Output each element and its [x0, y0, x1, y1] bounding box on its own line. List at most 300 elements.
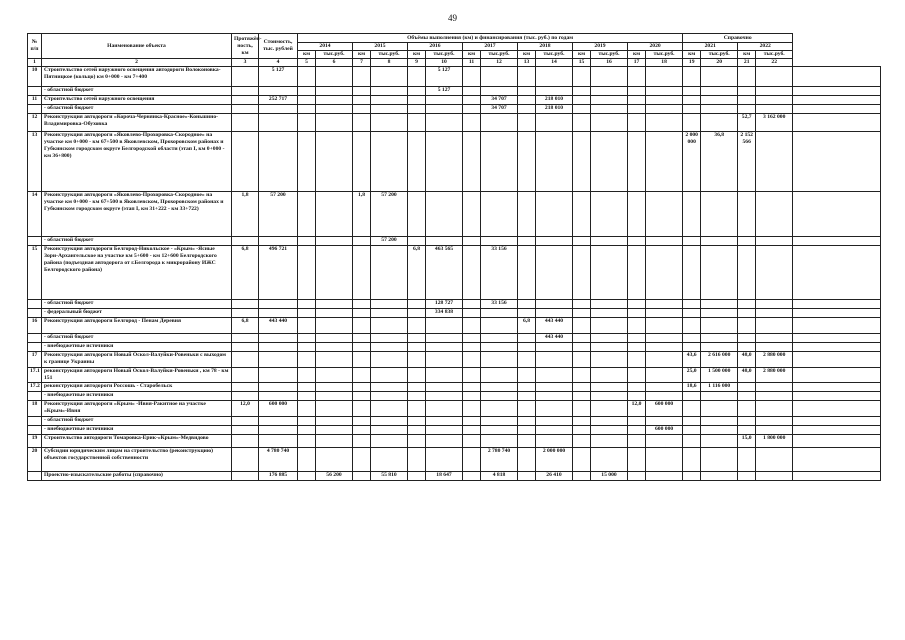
- header-index: 3: [232, 59, 259, 67]
- year-value: [408, 334, 426, 343]
- year-value: [426, 401, 463, 417]
- object-cost: [259, 132, 298, 192]
- object-cost: [259, 334, 298, 343]
- year-value: [481, 334, 518, 343]
- year-value: [793, 343, 881, 352]
- header-index: 11: [463, 59, 481, 67]
- row-number: 10: [28, 67, 42, 87]
- year-value: [298, 392, 316, 401]
- year-value: [756, 448, 793, 472]
- row-number: [28, 300, 42, 309]
- year-value: [738, 67, 756, 87]
- object-length: [232, 237, 259, 246]
- year-value: [683, 246, 701, 300]
- table-row: [28, 448, 881, 472]
- header-unit-km: км: [573, 51, 591, 59]
- year-value: 1 500 000: [701, 368, 738, 383]
- year-value: [353, 435, 371, 448]
- year-value: [793, 132, 881, 192]
- year-value: [591, 192, 628, 237]
- object-length: [232, 352, 259, 368]
- year-value: [408, 417, 426, 426]
- year-value: [646, 334, 683, 343]
- header-unit-km: км: [298, 51, 316, 59]
- year-value: [463, 383, 481, 392]
- year-value: [591, 309, 628, 318]
- year-value: 48,0: [738, 352, 756, 368]
- year-value: 2 000 000: [536, 448, 573, 472]
- year-value: [793, 192, 881, 237]
- object-cost: [259, 300, 298, 309]
- year-value: 15 000: [591, 472, 628, 481]
- year-value: [591, 67, 628, 87]
- year-value: [353, 300, 371, 309]
- year-value: [298, 343, 316, 352]
- year-value: 18 647: [426, 472, 463, 481]
- row-number: [28, 417, 42, 426]
- object-cost: 5 127: [259, 67, 298, 87]
- header-year: 2018: [518, 43, 573, 51]
- year-value: [573, 114, 591, 132]
- year-value: [573, 472, 591, 481]
- year-value: [756, 67, 793, 87]
- year-value: [298, 114, 316, 132]
- year-value: [591, 318, 628, 334]
- year-value: [518, 87, 536, 96]
- year-value: 6,8: [408, 246, 426, 300]
- year-value: [298, 448, 316, 472]
- header-index: 5: [298, 59, 316, 67]
- year-value: [591, 114, 628, 132]
- row-number: [28, 392, 42, 401]
- year-value: [683, 87, 701, 96]
- object-length: [232, 114, 259, 132]
- year-value: [536, 309, 573, 318]
- year-value: [463, 105, 481, 114]
- year-value: [408, 392, 426, 401]
- year-value: [756, 192, 793, 237]
- year-value: [481, 383, 518, 392]
- row-number: [28, 472, 42, 481]
- header-index: 17: [628, 59, 646, 67]
- year-value: [536, 435, 573, 448]
- year-value: [573, 352, 591, 368]
- year-value: [591, 105, 628, 114]
- year-value: 6,8: [518, 318, 536, 334]
- year-value: [426, 96, 463, 105]
- year-value: [573, 426, 591, 435]
- year-value: [573, 435, 591, 448]
- year-value: 57 200: [371, 192, 408, 237]
- header-year: 2021: [683, 43, 738, 51]
- year-value: [536, 132, 573, 192]
- year-value: [793, 383, 881, 392]
- year-value: [518, 368, 536, 383]
- year-value: [683, 435, 701, 448]
- object-length: [232, 383, 259, 392]
- year-value: [646, 383, 683, 392]
- year-value: [371, 352, 408, 368]
- table-row: [28, 105, 881, 114]
- year-value: [353, 246, 371, 300]
- year-value: [646, 417, 683, 426]
- header-index: 4: [259, 59, 298, 67]
- year-value: 33 156: [481, 246, 518, 300]
- year-value: [353, 309, 371, 318]
- year-value: [756, 132, 793, 192]
- year-value: [591, 401, 628, 417]
- year-value: 334 838: [426, 309, 463, 318]
- year-value: [298, 237, 316, 246]
- object-name: реконструкция автодороги Новый Оскол-Валуйки-Ровеньки , км 78 - км 151: [42, 368, 232, 383]
- header-year: 2016: [408, 43, 463, 51]
- year-value: 463 565: [426, 246, 463, 300]
- year-value: [573, 392, 591, 401]
- year-value: [463, 309, 481, 318]
- year-value: [481, 114, 518, 132]
- row-number: 13: [28, 132, 42, 192]
- object-length: [232, 448, 259, 472]
- year-value: [316, 343, 353, 352]
- year-value: [683, 309, 701, 318]
- year-value: [371, 334, 408, 343]
- header-index: 20: [701, 59, 738, 67]
- year-value: [463, 401, 481, 417]
- year-value: [481, 309, 518, 318]
- year-value: [371, 114, 408, 132]
- year-value: 48,0: [738, 368, 756, 383]
- year-value: 2 780 740: [481, 448, 518, 472]
- table-row: [28, 192, 881, 237]
- table-row: [28, 472, 881, 481]
- year-value: [646, 300, 683, 309]
- year-value: [683, 67, 701, 87]
- year-value: [756, 334, 793, 343]
- header-index: 22: [756, 59, 793, 67]
- year-value: [536, 401, 573, 417]
- header-unit-km: км: [463, 51, 481, 59]
- year-value: [756, 105, 793, 114]
- year-value: [536, 343, 573, 352]
- year-value: 18,6: [683, 383, 701, 392]
- year-value: [426, 435, 463, 448]
- year-value: [518, 132, 536, 192]
- year-value: [298, 472, 316, 481]
- object-name: реконструкция автодороги Россошь - Старобельск: [42, 383, 232, 392]
- year-value: [701, 334, 738, 343]
- year-value: [701, 426, 738, 435]
- table-row: [28, 309, 881, 318]
- year-value: [353, 114, 371, 132]
- year-value: [408, 114, 426, 132]
- year-value: [701, 192, 738, 237]
- year-value: [701, 87, 738, 96]
- header-unit-km: км: [353, 51, 371, 59]
- year-value: 25,0: [683, 368, 701, 383]
- object-length: [232, 67, 259, 87]
- year-value: [316, 448, 353, 472]
- year-value: [573, 343, 591, 352]
- year-value: [408, 448, 426, 472]
- year-value: [628, 417, 646, 426]
- year-value: [646, 472, 683, 481]
- year-value: [298, 435, 316, 448]
- year-value: [426, 426, 463, 435]
- year-value: [353, 426, 371, 435]
- year-value: [701, 237, 738, 246]
- year-value: [353, 352, 371, 368]
- year-value: [298, 105, 316, 114]
- object-name: - внебюджетные источники: [42, 392, 232, 401]
- year-value: [683, 192, 701, 237]
- year-value: [591, 237, 628, 246]
- year-value: [628, 435, 646, 448]
- year-value: [518, 334, 536, 343]
- year-value: [646, 392, 683, 401]
- year-value: [408, 309, 426, 318]
- year-value: [573, 237, 591, 246]
- year-value: [481, 87, 518, 96]
- header-name: Наименование объекта: [42, 34, 232, 59]
- row-number: 17.1: [28, 368, 42, 383]
- object-length: [232, 426, 259, 435]
- header-unit-km: км: [518, 51, 536, 59]
- year-value: [371, 426, 408, 435]
- year-value: [628, 383, 646, 392]
- year-value: [371, 383, 408, 392]
- year-value: [646, 96, 683, 105]
- year-value: [463, 132, 481, 192]
- row-number: 14: [28, 192, 42, 237]
- year-value: [701, 105, 738, 114]
- header-unit-km: км: [738, 51, 756, 59]
- header-index: 16: [591, 59, 628, 67]
- year-value: [683, 334, 701, 343]
- year-value: [463, 334, 481, 343]
- year-value: [738, 192, 756, 237]
- year-value: [793, 87, 881, 96]
- header-index: 6: [316, 59, 353, 67]
- year-value: [793, 417, 881, 426]
- object-name: Реконструкция автодороги «Яковлево-Прохоровка-Скородное» на участке км 0+000 - км 67+500 в Яковлевском, Прохоровском районах и Губкинском городском округе Белгородской области (этап I, км 0+000 - км 36+800): [42, 132, 232, 192]
- year-value: [591, 426, 628, 435]
- year-value: [426, 368, 463, 383]
- year-value: 600 000: [646, 426, 683, 435]
- year-value: [316, 352, 353, 368]
- year-value: [628, 318, 646, 334]
- header-unit-rub: тыс.руб.: [371, 51, 408, 59]
- year-value: [426, 448, 463, 472]
- year-value: [756, 401, 793, 417]
- row-number: [28, 105, 42, 114]
- year-value: [793, 237, 881, 246]
- object-cost: [259, 309, 298, 318]
- year-value: [536, 67, 573, 87]
- year-value: [481, 352, 518, 368]
- year-value: [298, 383, 316, 392]
- year-value: [353, 343, 371, 352]
- year-value: [316, 435, 353, 448]
- year-value: [683, 472, 701, 481]
- year-value: 1 800 000: [756, 435, 793, 448]
- row-number: 11: [28, 96, 42, 105]
- year-value: [316, 334, 353, 343]
- year-value: [536, 87, 573, 96]
- year-value: [518, 472, 536, 481]
- row-number: 16: [28, 318, 42, 334]
- header-index: 19: [683, 59, 701, 67]
- object-length: [232, 300, 259, 309]
- object-name: - областной бюджет: [42, 300, 232, 309]
- object-cost: 443 440: [259, 318, 298, 334]
- object-cost: [259, 435, 298, 448]
- header-unit-rub: тыс.руб.: [646, 51, 683, 59]
- year-value: [591, 334, 628, 343]
- year-value: [591, 392, 628, 401]
- year-value: [298, 67, 316, 87]
- year-value: [481, 343, 518, 352]
- year-value: [353, 237, 371, 246]
- object-cost: [259, 383, 298, 392]
- header-index: 14: [536, 59, 573, 67]
- year-value: [793, 246, 881, 300]
- year-value: [738, 237, 756, 246]
- year-value: [591, 435, 628, 448]
- year-value: [628, 352, 646, 368]
- year-value: [738, 448, 756, 472]
- year-value: [738, 300, 756, 309]
- year-value: [793, 334, 881, 343]
- year-value: 12,0: [628, 401, 646, 417]
- object-cost: 600 000: [259, 401, 298, 417]
- year-value: [793, 96, 881, 105]
- year-value: [738, 401, 756, 417]
- year-value: [536, 246, 573, 300]
- year-value: 55 810: [371, 472, 408, 481]
- table-row: [28, 352, 881, 368]
- year-value: [646, 368, 683, 383]
- year-value: [591, 96, 628, 105]
- year-value: 2 616 000: [701, 352, 738, 368]
- year-value: [481, 368, 518, 383]
- year-value: 4 818: [481, 472, 518, 481]
- year-value: [371, 105, 408, 114]
- year-value: [628, 334, 646, 343]
- year-value: [591, 383, 628, 392]
- year-value: 36,8: [701, 132, 738, 192]
- year-value: [371, 318, 408, 334]
- year-value: [518, 114, 536, 132]
- header-year: 2015: [353, 43, 408, 51]
- year-value: [591, 246, 628, 300]
- year-value: [426, 237, 463, 246]
- year-value: [463, 96, 481, 105]
- year-value: [701, 448, 738, 472]
- year-value: [408, 383, 426, 392]
- year-value: [683, 401, 701, 417]
- year-value: [371, 87, 408, 96]
- year-value: [628, 96, 646, 105]
- year-value: [371, 300, 408, 309]
- object-length: [232, 132, 259, 192]
- object-cost: 252 717: [259, 96, 298, 105]
- year-value: [756, 318, 793, 334]
- header-unit-rub: тыс.руб.: [591, 51, 628, 59]
- year-value: [536, 237, 573, 246]
- header-unit-rub: тыс.руб.: [481, 51, 518, 59]
- header-index: 10: [426, 59, 463, 67]
- year-value: [646, 343, 683, 352]
- year-value: [426, 132, 463, 192]
- table-row: [28, 300, 881, 309]
- year-value: [573, 383, 591, 392]
- year-value: [371, 246, 408, 300]
- year-value: 5 127: [426, 67, 463, 87]
- year-value: [536, 368, 573, 383]
- year-value: [646, 114, 683, 132]
- year-value: [316, 105, 353, 114]
- year-value: [573, 132, 591, 192]
- year-value: [298, 426, 316, 435]
- row-number: 12: [28, 114, 42, 132]
- year-value: [573, 417, 591, 426]
- year-value: [298, 318, 316, 334]
- year-value: [481, 237, 518, 246]
- year-value: [463, 417, 481, 426]
- year-value: [426, 192, 463, 237]
- table-row: [28, 392, 881, 401]
- year-value: [701, 67, 738, 87]
- table-row: [28, 401, 881, 417]
- year-value: [316, 132, 353, 192]
- year-value: 3 162 000: [756, 114, 793, 132]
- object-cost: [259, 114, 298, 132]
- year-value: [701, 392, 738, 401]
- road-objects-table: [27, 33, 881, 481]
- year-value: [701, 246, 738, 300]
- year-value: [353, 368, 371, 383]
- row-number: [28, 237, 42, 246]
- year-value: [298, 246, 316, 300]
- year-value: [408, 472, 426, 481]
- year-value: [701, 318, 738, 334]
- header-unit-rub: тыс.руб.: [536, 51, 573, 59]
- table-row: [28, 87, 881, 96]
- year-value: [426, 114, 463, 132]
- year-value: [481, 426, 518, 435]
- row-number: [28, 426, 42, 435]
- year-value: [756, 417, 793, 426]
- table-row: [28, 334, 881, 343]
- year-value: [738, 417, 756, 426]
- year-value: [316, 392, 353, 401]
- year-value: [463, 392, 481, 401]
- header-unit-rub: тыс.руб.: [426, 51, 463, 59]
- year-value: 34 707: [481, 96, 518, 105]
- year-value: 43,6: [683, 352, 701, 368]
- year-value: 5 127: [426, 87, 463, 96]
- year-value: [298, 192, 316, 237]
- year-value: [738, 392, 756, 401]
- year-value: [793, 435, 881, 448]
- year-value: [463, 192, 481, 237]
- year-value: [316, 192, 353, 237]
- year-value: [646, 192, 683, 237]
- year-value: [518, 246, 536, 300]
- year-value: [316, 417, 353, 426]
- object-cost: 4 780 740: [259, 448, 298, 472]
- year-value: [371, 435, 408, 448]
